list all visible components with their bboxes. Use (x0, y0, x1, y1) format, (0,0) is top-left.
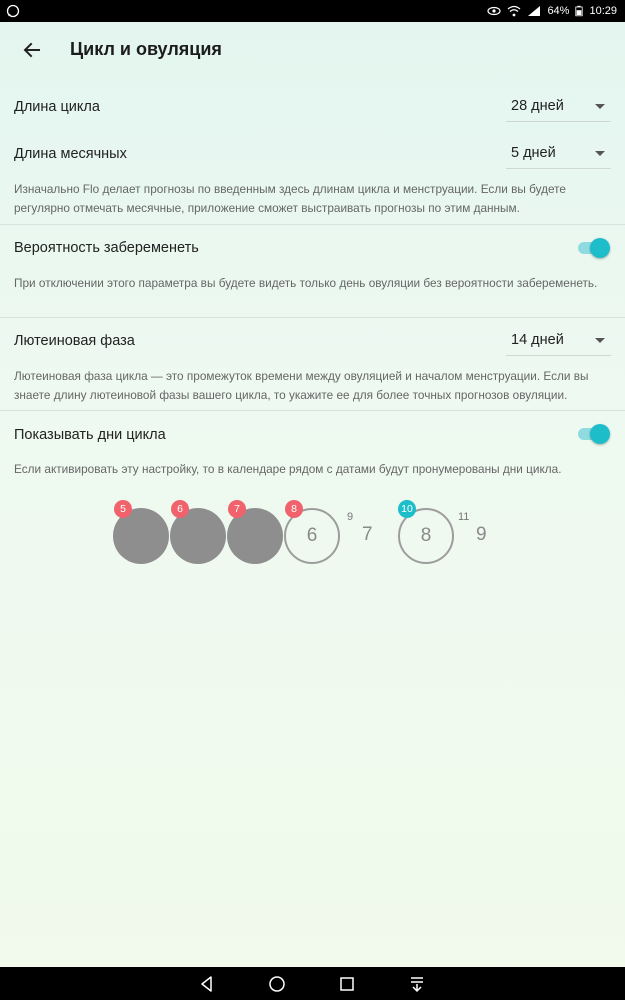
eye-icon (487, 5, 501, 17)
cycle-day-badge: 10 (398, 500, 416, 518)
pregnancy-chance-label: Вероятность забеременеть (14, 240, 199, 256)
signal-icon (527, 5, 541, 17)
toggle-thumb (590, 424, 610, 444)
forecast-note: Изначально Flo делает прогнозы по введенным здесь длинам цикла и менструации. Если вы будете регулярно отмечать месячные, приложение сможет выстраивать прогнозы по этим данным. (14, 182, 566, 215)
page-title: Цикл и овуляция (70, 39, 222, 59)
calendar-date: 8 (420, 525, 432, 546)
period-length-label: Длина месячных (14, 146, 127, 162)
pregnancy-chance-toggle[interactable] (578, 238, 610, 258)
app-header (0, 22, 625, 78)
notifications-pull-icon[interactable] (408, 975, 426, 993)
calendar-date: 7 (362, 524, 373, 545)
divider (0, 224, 625, 225)
chevron-down-icon (595, 151, 605, 156)
arrow-left-icon[interactable] (18, 36, 46, 64)
cycle-day-badge: 6 (171, 500, 189, 518)
home-circle-icon[interactable] (268, 975, 286, 993)
cycle-length-select[interactable] (506, 92, 611, 122)
cycle-length-label: Длина цикла (14, 99, 100, 115)
cycle-day-badge: 5 (114, 500, 132, 518)
wifi-icon (507, 5, 521, 17)
period-length-value: 5 дней (511, 145, 556, 161)
cycle-day-badge: 7 (228, 500, 246, 518)
show-cycle-days-note: Если активировать эту настройку, то в календаре рядом с датами будут пронумерованы дни цикла. (14, 462, 562, 476)
show-cycle-days-toggle[interactable] (578, 424, 610, 444)
calendar-date: 6 (306, 525, 318, 546)
status-bar (0, 0, 625, 22)
calendar-example (0, 500, 625, 580)
whatsapp-icon (6, 4, 20, 18)
back-triangle-icon[interactable] (198, 975, 216, 993)
cycle-day-number: 11 (458, 511, 470, 523)
cycle-day-badge: 8 (285, 500, 303, 518)
luteal-phase-label: Лютеиновая фаза (14, 333, 135, 349)
calendar-date: 9 (476, 524, 487, 545)
battery-icon (575, 5, 583, 17)
clock: 10:29 (589, 5, 617, 17)
battery-percent: 64% (547, 5, 570, 17)
luteal-phase-note: Лютеиновая фаза цикла — это промежуток времени между овуляцией и началом менструации. Если вы знаете длину лютеиновой фазы вашего цикла, то укажите ее для более точных прогнозов овуляции. (14, 369, 589, 402)
toggle-thumb (590, 238, 610, 258)
divider (0, 410, 625, 411)
divider (0, 317, 625, 318)
chevron-down-icon (595, 104, 605, 109)
luteal-phase-value: 14 дней (511, 332, 564, 348)
period-length-select[interactable] (506, 139, 611, 169)
show-cycle-days-label: Показывать дни цикла (14, 427, 166, 443)
pregnancy-chance-note: При отключении этого параметра вы будете видеть только день овуляции без вероятности забеременеть. (14, 276, 598, 290)
system-nav-bar (0, 967, 625, 1000)
cycle-length-value: 28 дней (511, 98, 564, 114)
luteal-phase-select[interactable] (506, 326, 611, 356)
chevron-down-icon (595, 338, 605, 343)
cycle-day-number: 9 (347, 511, 354, 523)
recents-square-icon[interactable] (338, 975, 356, 993)
